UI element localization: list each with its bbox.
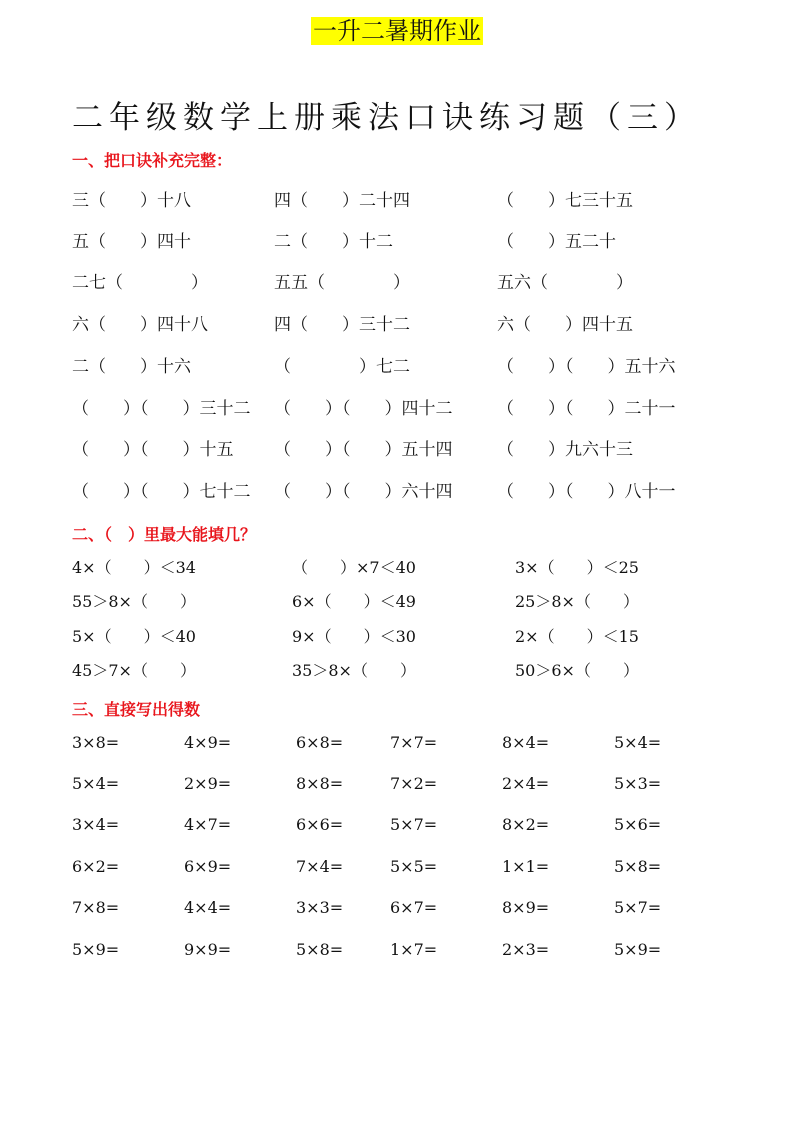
exercise-item: 5×7= [390, 815, 438, 834]
exercise-item: 三（ ）十八 [72, 191, 191, 211]
exercise-item: （ ）七三十五 [497, 191, 633, 211]
exercise-item: （ ）（ ）八十一 [497, 482, 676, 502]
exercise-item: （ ）九六十三 [497, 440, 633, 460]
exercise-item: 5×6= [614, 815, 662, 834]
exercise-item: 5×7= [614, 898, 662, 917]
section1-row [0, 271, 794, 295]
exercise-item: 7×4= [296, 857, 344, 876]
exercise-item: 50＞6×（ ） [515, 661, 639, 680]
exercise-item: 四（ ）三十二 [274, 315, 410, 335]
section1-row [0, 480, 794, 504]
section1-row [0, 230, 794, 254]
exercise-item: （ ）（ ）二十一 [497, 399, 676, 419]
exercise-item: 4×（ ）＜34 [72, 558, 196, 577]
exercise-item: 六（ ）四十五 [497, 315, 633, 335]
exercise-item: （ ）（ ）四十二 [274, 399, 453, 419]
exercise-item: 55＞8×（ ） [72, 592, 196, 611]
exercise-item: （ ）（ ）六十四 [274, 482, 453, 502]
exercise-item: （ ）（ ）三十二 [72, 399, 251, 419]
exercise-item: 2×9= [184, 774, 232, 793]
section2-row [0, 625, 794, 649]
exercise-item: 5×5= [390, 857, 438, 876]
exercise-item: 8×4= [502, 733, 550, 752]
exercise-item: 5×4= [72, 774, 120, 793]
exercise-item: 五五（ ） [274, 273, 410, 293]
exercise-item: 二（ ）十六 [72, 357, 191, 377]
section1-row [0, 313, 794, 337]
exercise-item: 二七（ ） [72, 273, 208, 293]
section1-row [0, 397, 794, 421]
exercise-item: 8×2= [502, 815, 550, 834]
section3-row [0, 855, 794, 879]
exercise-item: 7×7= [390, 733, 438, 752]
exercise-item: 5×4= [614, 733, 662, 752]
exercise-item: 二（ ）十二 [274, 232, 393, 252]
exercise-item: 3×8= [72, 733, 120, 752]
exercise-item: 6×7= [390, 898, 438, 917]
exercise-item: 6×8= [296, 733, 344, 752]
section2-row [0, 590, 794, 614]
section1-row [0, 355, 794, 379]
exercise-item: 五六（ ） [497, 273, 633, 293]
section2-row [0, 556, 794, 580]
exercise-item: 2×3= [502, 940, 550, 959]
banner [0, 14, 794, 48]
exercise-item: 4×7= [184, 815, 232, 834]
exercise-item: 25＞8×（ ） [515, 592, 639, 611]
exercise-item: 2×4= [502, 774, 550, 793]
page-title: 二年级数学上册乘法口诀练习题（三） [72, 100, 701, 136]
exercise-item: 6×6= [296, 815, 344, 834]
exercise-item: 5×9= [72, 940, 120, 959]
exercise-item: 5×9= [614, 940, 662, 959]
exercise-item: 5×8= [614, 857, 662, 876]
exercise-item: 6×9= [184, 857, 232, 876]
exercise-item: 3×4= [72, 815, 120, 834]
section3-row [0, 813, 794, 837]
exercise-item: 9×9= [184, 940, 232, 959]
exercise-item: 9×（ ）＜30 [292, 627, 416, 646]
exercise-item: （ ）（ ）五十四 [274, 440, 453, 460]
section2-row [0, 659, 794, 683]
exercise-item: （ ）×7＜40 [292, 558, 416, 577]
exercise-item: 5×（ ）＜40 [72, 627, 196, 646]
banner-text: 一升二暑期作业 [313, 17, 481, 45]
section3-row [0, 772, 794, 796]
exercise-item: 四（ ）二十四 [274, 191, 410, 211]
section1-row [0, 189, 794, 213]
exercise-item: 35＞8×（ ） [292, 661, 416, 680]
exercise-item: 8×8= [296, 774, 344, 793]
exercise-item: （ ）（ ）十五 [72, 440, 234, 460]
exercise-item: 6×（ ）＜49 [292, 592, 416, 611]
exercise-item: （ ）（ ）五十六 [497, 357, 676, 377]
exercise-item: （ ）五二十 [497, 232, 616, 252]
exercise-item: 7×8= [72, 898, 120, 917]
exercise-item: 5×3= [614, 774, 662, 793]
section2-heading: 二、（ ）里最大能填几？ [72, 525, 257, 544]
exercise-item: 2×（ ）＜15 [515, 627, 639, 646]
exercise-item: 4×9= [184, 733, 232, 752]
exercise-item: （ ）（ ）七十二 [72, 482, 251, 502]
exercise-item: 3×（ ）＜25 [515, 558, 639, 577]
exercise-item: 1×1= [502, 857, 550, 876]
section3-row [0, 896, 794, 920]
section3-heading: 三、直接写出得数 [72, 700, 201, 719]
section1-heading: 一、把口诀补充完整： [72, 151, 233, 170]
exercise-item: 7×2= [390, 774, 438, 793]
section3-row [0, 938, 794, 962]
exercise-item: 1×7= [390, 940, 438, 959]
exercise-item: 4×4= [184, 898, 232, 917]
exercise-item: 六（ ）四十八 [72, 315, 208, 335]
exercise-item: 45＞7×（ ） [72, 661, 196, 680]
exercise-item: 3×3= [296, 898, 344, 917]
exercise-item: 5×8= [296, 940, 344, 959]
exercise-item: 五（ ）四十 [72, 232, 191, 252]
exercise-item: 8×9= [502, 898, 550, 917]
exercise-item: （ ）七二 [274, 357, 410, 377]
exercise-item: 6×2= [72, 857, 120, 876]
section1-row [0, 438, 794, 462]
section3-row [0, 731, 794, 755]
